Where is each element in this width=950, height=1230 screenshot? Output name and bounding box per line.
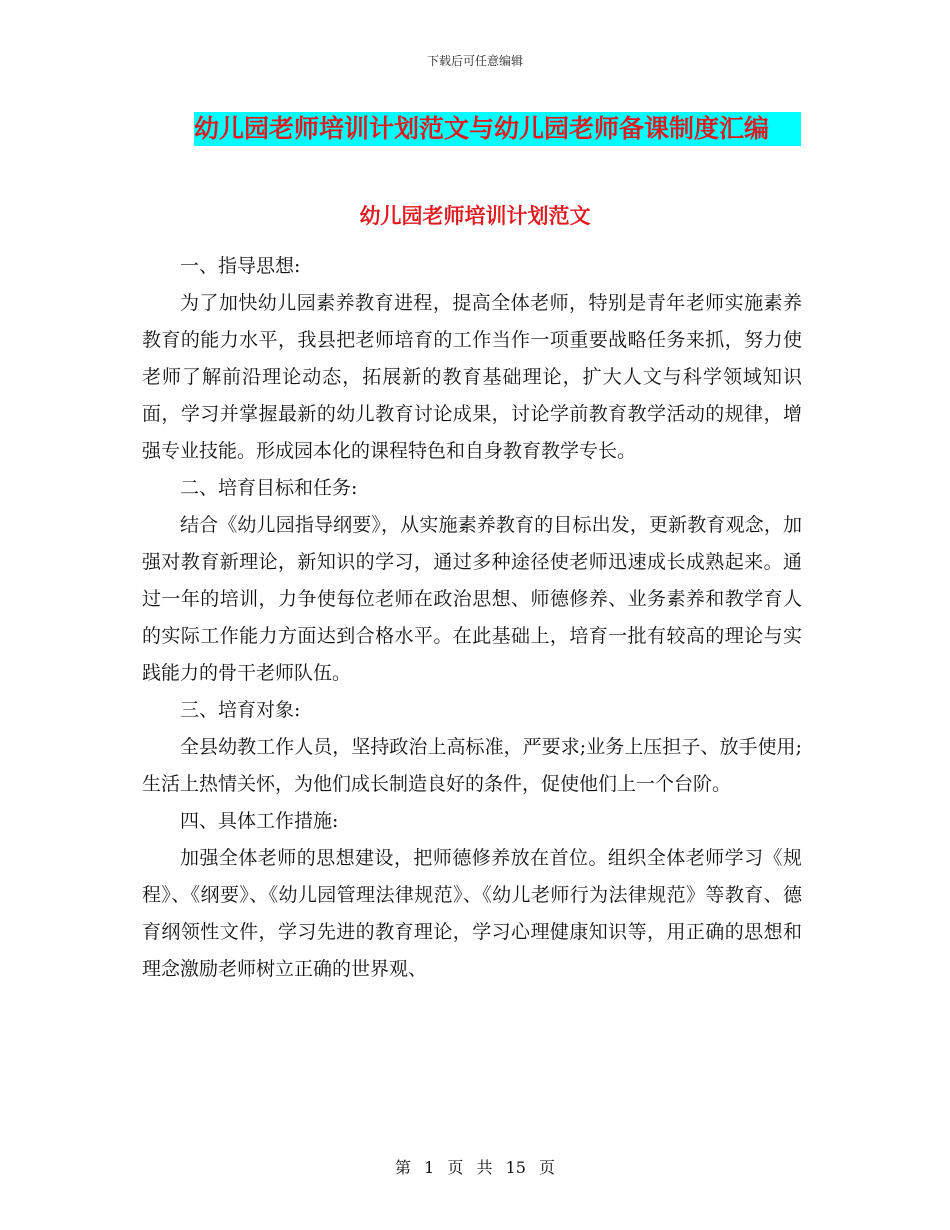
document-title: 幼儿园老师培训计划范文与幼儿园老师备课制度汇编	[194, 112, 801, 146]
paragraph-work-measures: 加强全体老师的思想建设，把师德修养放在首位。组织全体老师学习《规程》、《纲要》、《幼儿园管理法律规范》、《幼儿老师行为法律规范》等教育、德育纲领性文件，学习先进的教育理论，学习心理健康知识等，用正确的思想和理念激励老师树立正确的世界观、	[142, 847, 802, 980]
paragraph-training-targets: 全县幼教工作人员，坚持政治上高标准，严要求;业务上压担子、放手使用;生活上热情关怀，为他们成长制造良好的条件，促使他们上一个台阶。	[142, 736, 802, 795]
heading-training-targets: 三、培育对象:	[180, 699, 301, 721]
paragraph-guiding-thought: 为了加快幼儿园素养教育进程，提高全体老师，特别是青年老师实施素养教育的能力水平，我县把老师培育的工作当作一项重要战略任务来抓，努力使老师了解前沿理论动态，拓展新的教育基础理论，扩大人文与科学领域知识面，学习并掌握最新的幼儿教育讨论成果，讨论学前教育教学活动的规律，增强专业技能。形成园本化的课程特色和自身教育教学专长。	[142, 292, 802, 462]
footer-total-pages: 15	[505, 1158, 526, 1177]
footer-total-prefix: 共	[476, 1158, 493, 1177]
heading-guiding-thought: 一、指导思想:	[180, 255, 301, 277]
body-text	[142, 248, 802, 988]
page-footer	[0, 1155, 950, 1178]
section-title: 幼儿园老师培训计划范文	[359, 204, 591, 228]
footer-total-unit: 页	[539, 1158, 556, 1177]
footer-page-number: 1	[424, 1158, 435, 1177]
header-note: 下载后可任意编辑	[426, 54, 523, 68]
heading-work-measures: 四、具体工作措施:	[180, 810, 339, 832]
footer-page-unit: 页	[447, 1158, 464, 1177]
heading-goals-tasks: 二、培育目标和任务:	[180, 477, 358, 499]
footer-prefix: 第	[394, 1158, 411, 1177]
paragraph-goals-tasks: 结合《幼儿园指导纲要》，从实施素养教育的目标出发，更新教育观念，加强对教育新理论，新知识的学习，通过多种途径使老师迅速成长成熟起来。通过一年的培训，力争使每位老师在政治思想、师德修养、业务素养和教学育人的实际工作能力方面达到合格水平。在此基础上，培育一批有较高的理论与实践能力的骨干老师队伍。	[142, 514, 802, 684]
